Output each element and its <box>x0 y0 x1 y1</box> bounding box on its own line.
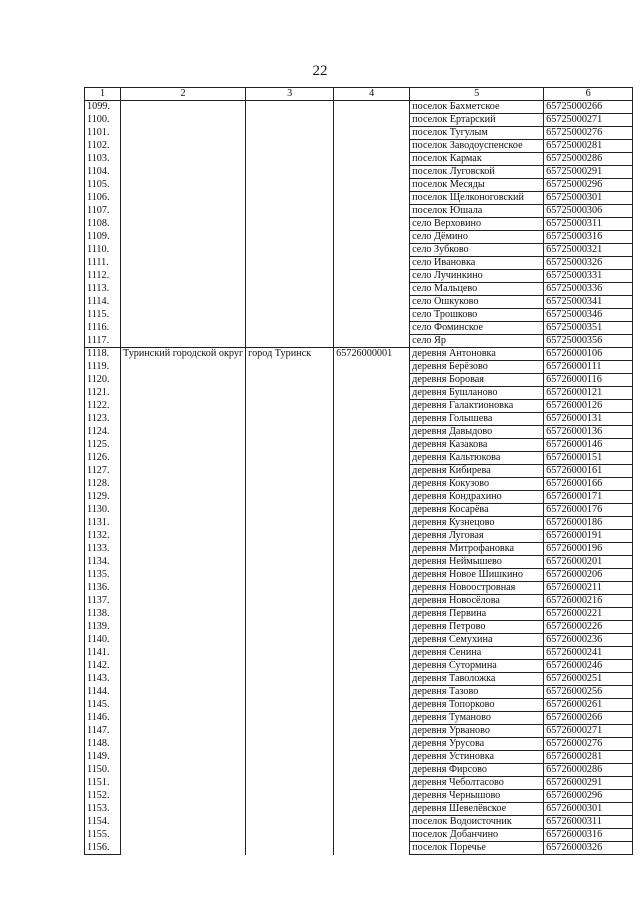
settlement-code-cell: 65725000346 <box>544 309 633 322</box>
settlement-name-cell: поселок Кармак <box>410 153 544 166</box>
settlement-name-cell: село Верховино <box>410 218 544 231</box>
settlement-code-cell: 65726000171 <box>544 491 633 504</box>
row-number-cell: 1155. <box>85 829 121 842</box>
settlement-name-cell: село Ивановка <box>410 257 544 270</box>
settlement-code-cell: 65726000201 <box>544 556 633 569</box>
settlement-name-cell: поселок Юшала <box>410 205 544 218</box>
settlement-name-cell: деревня Кальтюкова <box>410 452 544 465</box>
settlement-name-cell: деревня Галактионовка <box>410 400 544 413</box>
settlement-code-cell: 65726000216 <box>544 595 633 608</box>
settlement-code-cell: 65725000356 <box>544 335 633 348</box>
row-number-cell: 1143. <box>85 673 121 686</box>
settlement-name-cell: деревня Митрофановка <box>410 543 544 556</box>
settlement-name-cell: деревня Кокузово <box>410 478 544 491</box>
settlement-name-cell: поселок Месяды <box>410 179 544 192</box>
settlement-code-cell: 65725000321 <box>544 244 633 257</box>
row-number-cell: 1121. <box>85 387 121 400</box>
row-number-cell: 1144. <box>85 686 121 699</box>
row-number-cell: 1114. <box>85 296 121 309</box>
settlement-code-cell: 65726000266 <box>544 712 633 725</box>
row-number-cell: 1126. <box>85 452 121 465</box>
settlement-code-cell: 65726000196 <box>544 543 633 556</box>
settlement-name-cell: поселок Щелконоговский <box>410 192 544 205</box>
row-number-cell: 1152. <box>85 790 121 803</box>
settlement-code-cell: 65726000106 <box>544 348 633 361</box>
settlement-name-cell: деревня Чеболтасово <box>410 777 544 790</box>
table-body <box>85 88 633 855</box>
settlement-name-cell: село Трошково <box>410 309 544 322</box>
row-number-cell: 1111. <box>85 257 121 270</box>
settlement-name-cell: поселок Бахметское <box>410 101 544 114</box>
settlement-name-cell: деревня Фирсово <box>410 764 544 777</box>
settlement-name-cell: деревня Кузнецово <box>410 517 544 530</box>
settlement-code-cell: 65726000131 <box>544 413 633 426</box>
settlement-name-cell: деревня Новосёлова <box>410 595 544 608</box>
row-number-cell: 1113. <box>85 283 121 296</box>
settlement-code-cell: 65726000276 <box>544 738 633 751</box>
settlement-name-cell: деревня Первина <box>410 608 544 621</box>
row-number-cell: 1154. <box>85 816 121 829</box>
row-number-cell: 1134. <box>85 556 121 569</box>
row-number-cell: 1130. <box>85 504 121 517</box>
row-number-cell: 1138. <box>85 608 121 621</box>
settlement-code-cell: 65726000206 <box>544 569 633 582</box>
column-header: 1 <box>85 88 121 101</box>
settlement-code-cell: 65726000176 <box>544 504 633 517</box>
admin-center-cell <box>246 101 334 348</box>
settlement-name-cell: поселок Заводоуспенское <box>410 140 544 153</box>
settlement-code-cell: 65725000276 <box>544 127 633 140</box>
settlement-code-cell: 65725000311 <box>544 218 633 231</box>
settlement-name-cell: село Лучинкино <box>410 270 544 283</box>
row-number-cell: 1119. <box>85 361 121 374</box>
row-number-cell: 1139. <box>85 621 121 634</box>
settlement-code-cell: 65726000116 <box>544 374 633 387</box>
row-number-cell: 1131. <box>85 517 121 530</box>
row-number-cell: 1140. <box>85 634 121 647</box>
row-number-cell: 1151. <box>85 777 121 790</box>
row-number-cell: 1107. <box>85 205 121 218</box>
settlement-name-cell: деревня Голышева <box>410 413 544 426</box>
settlement-code-cell: 65726000256 <box>544 686 633 699</box>
row-number-cell: 1127. <box>85 465 121 478</box>
row-number-cell: 1116. <box>85 322 121 335</box>
settlement-name-cell: село Ошкуково <box>410 296 544 309</box>
column-header: 6 <box>544 88 633 101</box>
settlement-code-cell: 65726000261 <box>544 699 633 712</box>
settlement-code-cell: 65725000306 <box>544 205 633 218</box>
settlement-code-cell: 65725000296 <box>544 179 633 192</box>
settlement-code-cell: 65726000111 <box>544 361 633 374</box>
settlement-name-cell: поселок Водоисточник <box>410 816 544 829</box>
row-number-cell: 1120. <box>85 374 121 387</box>
settlement-code-cell: 65726000126 <box>544 400 633 413</box>
settlement-code-cell: 65726000146 <box>544 439 633 452</box>
row-number-cell: 1123. <box>85 413 121 426</box>
table-row <box>85 348 633 361</box>
settlement-code-cell: 65725000286 <box>544 153 633 166</box>
row-number-cell: 1101. <box>85 127 121 140</box>
row-number-cell: 1133. <box>85 543 121 556</box>
settlement-name-cell: деревня Берёзово <box>410 361 544 374</box>
row-number-cell: 1100. <box>85 114 121 127</box>
row-number-cell: 1146. <box>85 712 121 725</box>
row-number-cell: 1122. <box>85 400 121 413</box>
settlement-name-cell: деревня Давыдово <box>410 426 544 439</box>
settlement-code-cell: 65726000151 <box>544 452 633 465</box>
row-number-cell: 1147. <box>85 725 121 738</box>
row-number-cell: 1145. <box>85 699 121 712</box>
settlement-code-cell: 65726000326 <box>544 842 633 855</box>
settlement-code-cell: 65726000296 <box>544 790 633 803</box>
row-number-cell: 1109. <box>85 231 121 244</box>
settlement-code-cell: 65726000241 <box>544 647 633 660</box>
settlement-name-cell: деревня Устиновка <box>410 751 544 764</box>
settlement-code-cell: 65726000221 <box>544 608 633 621</box>
settlement-name-cell: деревня Казакова <box>410 439 544 452</box>
row-number-cell: 1156. <box>85 842 121 855</box>
district-name-cell <box>121 101 246 348</box>
district-name-cell: Туринский городской округ <box>121 348 246 855</box>
row-number-cell: 1128. <box>85 478 121 491</box>
row-number-cell: 1108. <box>85 218 121 231</box>
row-number-cell: 1104. <box>85 166 121 179</box>
settlement-code-cell: 65725000316 <box>544 231 633 244</box>
column-header: 4 <box>334 88 410 101</box>
row-number-cell: 1135. <box>85 569 121 582</box>
settlement-code-cell: 65725000281 <box>544 140 633 153</box>
settlement-name-cell: деревня Петрово <box>410 621 544 634</box>
settlement-code-cell: 65726000311 <box>544 816 633 829</box>
settlement-name-cell: деревня Новоостровная <box>410 582 544 595</box>
settlement-name-cell: деревня Новое Шишкино <box>410 569 544 582</box>
row-number-cell: 1141. <box>85 647 121 660</box>
settlement-code-cell: 65725000291 <box>544 166 633 179</box>
settlement-code-cell: 65726000191 <box>544 530 633 543</box>
settlement-name-cell: деревня Неймышево <box>410 556 544 569</box>
row-number-cell: 1110. <box>85 244 121 257</box>
row-number-cell: 1115. <box>85 309 121 322</box>
settlement-code-cell: 65726000186 <box>544 517 633 530</box>
row-number-cell: 1137. <box>85 595 121 608</box>
column-header: 5 <box>410 88 544 101</box>
settlement-name-cell: деревня Шевелёвское <box>410 803 544 816</box>
settlement-name-cell: деревня Луговая <box>410 530 544 543</box>
settlement-code-cell: 65726000281 <box>544 751 633 764</box>
settlement-code-cell: 65726000236 <box>544 634 633 647</box>
settlement-code-cell: 65726000161 <box>544 465 633 478</box>
settlement-name-cell: поселок Ертарский <box>410 114 544 127</box>
settlement-code-cell: 65726000166 <box>544 478 633 491</box>
settlements-table <box>84 87 633 855</box>
settlement-name-cell: деревня Семухина <box>410 634 544 647</box>
settlement-code-cell: 65725000326 <box>544 257 633 270</box>
settlement-name-cell: деревня Туманово <box>410 712 544 725</box>
settlement-code-cell: 65726000251 <box>544 673 633 686</box>
settlement-code-cell: 65725000336 <box>544 283 633 296</box>
settlement-name-cell: деревня Чернышово <box>410 790 544 803</box>
settlement-name-cell: деревня Сенина <box>410 647 544 660</box>
row-number-cell: 1124. <box>85 426 121 439</box>
district-code-cell <box>334 101 410 348</box>
settlement-name-cell: деревня Бушланово <box>410 387 544 400</box>
row-number-cell: 1149. <box>85 751 121 764</box>
row-number-cell: 1153. <box>85 803 121 816</box>
settlement-name-cell: деревня Урусова <box>410 738 544 751</box>
settlement-code-cell: 65726000226 <box>544 621 633 634</box>
settlement-name-cell: деревня Кондрахино <box>410 491 544 504</box>
settlement-code-cell: 65726000316 <box>544 829 633 842</box>
settlement-code-cell: 65726000136 <box>544 426 633 439</box>
settlement-name-cell: деревня Боровая <box>410 374 544 387</box>
settlement-name-cell: деревня Антоновка <box>410 348 544 361</box>
column-header: 3 <box>246 88 334 101</box>
row-number-cell: 1150. <box>85 764 121 777</box>
settlement-name-cell: деревня Топорково <box>410 699 544 712</box>
row-number-cell: 1105. <box>85 179 121 192</box>
settlement-name-cell: село Яр <box>410 335 544 348</box>
row-number-cell: 1129. <box>85 491 121 504</box>
row-number-cell: 1102. <box>85 140 121 153</box>
table-row <box>85 101 633 114</box>
table-header-row <box>85 88 633 101</box>
row-number-cell: 1117. <box>85 335 121 348</box>
settlement-code-cell: 65725000271 <box>544 114 633 127</box>
row-number-cell: 1148. <box>85 738 121 751</box>
settlement-code-cell: 65726000291 <box>544 777 633 790</box>
row-number-cell: 1132. <box>85 530 121 543</box>
row-number-cell: 1125. <box>85 439 121 452</box>
settlement-code-cell: 65726000246 <box>544 660 633 673</box>
row-number-cell: 1103. <box>85 153 121 166</box>
settlement-name-cell: деревня Тазово <box>410 686 544 699</box>
settlement-name-cell: деревня Сутормина <box>410 660 544 673</box>
row-number-cell: 1142. <box>85 660 121 673</box>
settlement-name-cell: село Зубково <box>410 244 544 257</box>
settlement-name-cell: поселок Луговской <box>410 166 544 179</box>
settlement-name-cell: село Дёмино <box>410 231 544 244</box>
settlement-code-cell: 65725000351 <box>544 322 633 335</box>
settlement-code-cell: 65726000271 <box>544 725 633 738</box>
page-number: 22 <box>312 63 328 79</box>
row-number-cell: 1136. <box>85 582 121 595</box>
row-number-cell: 1106. <box>85 192 121 205</box>
settlement-name-cell: деревня Урваново <box>410 725 544 738</box>
row-number-cell: 1099. <box>85 101 121 114</box>
settlement-name-cell: село Мальцево <box>410 283 544 296</box>
settlement-name-cell: деревня Косарёва <box>410 504 544 517</box>
settlement-name-cell: село Фоминское <box>410 322 544 335</box>
settlement-code-cell: 65725000266 <box>544 101 633 114</box>
settlement-name-cell: поселок Тугулым <box>410 127 544 140</box>
settlement-code-cell: 65725000341 <box>544 296 633 309</box>
settlement-code-cell: 65726000211 <box>544 582 633 595</box>
admin-center-cell: город Туринск <box>246 348 334 855</box>
settlement-name-cell: поселок Поречье <box>410 842 544 855</box>
row-number-cell: 1112. <box>85 270 121 283</box>
settlement-name-cell: деревня Таволожка <box>410 673 544 686</box>
settlement-name-cell: поселок Добанчино <box>410 829 544 842</box>
settlement-code-cell: 65725000331 <box>544 270 633 283</box>
district-code-cell: 65726000001 <box>334 348 410 855</box>
row-number-cell: 1118. <box>85 348 121 361</box>
settlement-name-cell: деревня Кибирева <box>410 465 544 478</box>
settlement-code-cell: 65726000286 <box>544 764 633 777</box>
settlement-code-cell: 65725000301 <box>544 192 633 205</box>
column-header: 2 <box>121 88 246 101</box>
settlement-code-cell: 65726000301 <box>544 803 633 816</box>
settlement-code-cell: 65726000121 <box>544 387 633 400</box>
